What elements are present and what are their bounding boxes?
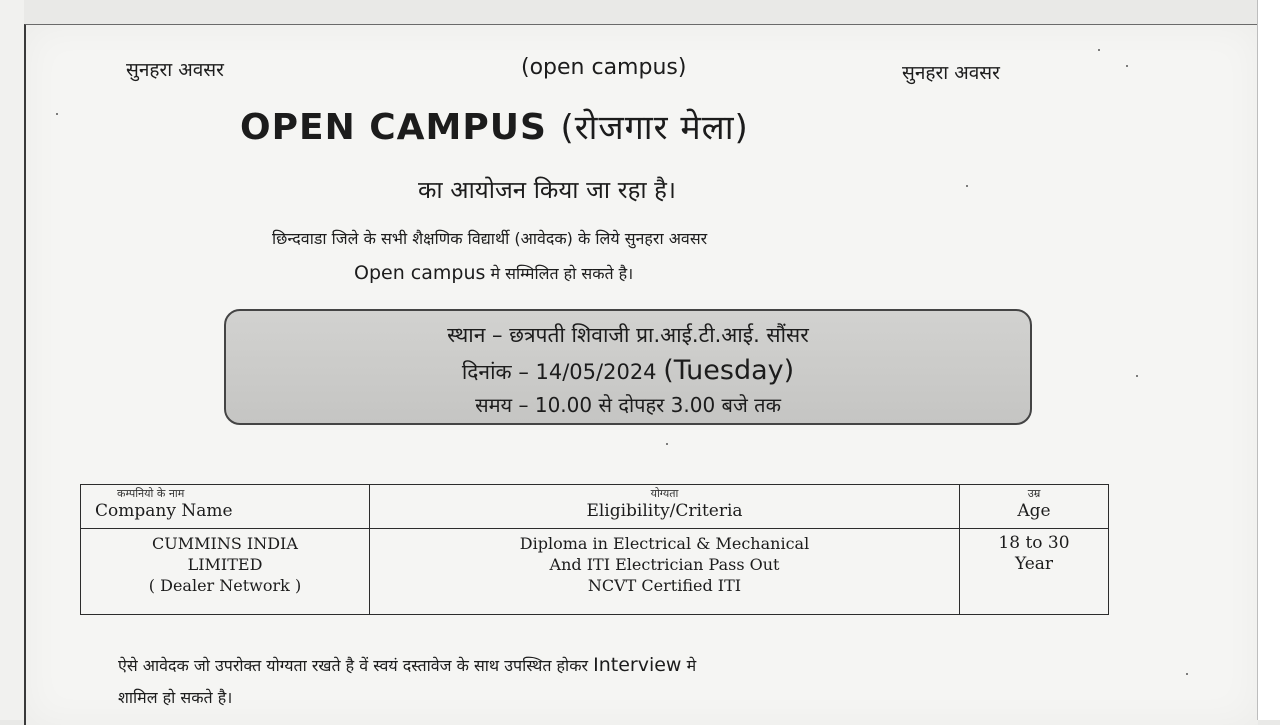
header-criteria-hindi: योग्यता [650,487,679,500]
event-date [226,355,1030,386]
header-company-hindi: कम्पनियो के नाम [117,487,185,500]
join-line-english: Open campus [354,262,486,284]
company-name-line: ( Dealer Network ) [148,576,302,595]
event-date-label: दिनांक – 14/05/2024 [461,360,657,384]
scan-right-margin [1257,0,1280,720]
eligibility-line: छिन्दवाडा जिले के सभी शैक्षणिक विद्यार्थी (आवेदक) के लिये सुनहरा अवसर [272,229,708,248]
footer-line-1 [118,654,696,676]
criteria-line: NCVT Certified ITI [587,576,742,595]
scan-speck [666,443,668,445]
event-time: समय – 10.00 से दोपहर 3.00 बजे तक [475,393,781,417]
footer-line-1-hindi: ऐसे आवेदक जो उपरोक्त योग्यता रखते है वें स्वयं दस्तावेज के साथ उपस्थित होकर [118,656,589,675]
join-line-hindi: मे सम्मिलित हो सकते है। [490,264,634,283]
criteria-line: And ITI Electrician Pass Out [549,555,780,574]
scan-speck [56,113,58,115]
organised-line: का आयोजन किया जा रहा है। [418,176,677,204]
header-age-hindi: उम्र [1027,487,1041,500]
header-company-english: Company Name [95,501,233,521]
scan-speck [1098,49,1100,51]
title-hindi: (रोजगार मेला) [560,108,749,148]
footer-line-1-english: Interview [593,654,682,676]
header-left-tag: सुनहरा अवसर [126,59,224,81]
scan-speck [966,185,968,187]
age-line: 18 to 30 [998,533,1070,553]
scan-speck [1186,673,1188,675]
table-header-row [81,485,1109,529]
scan-speck [1126,65,1128,67]
table-row [81,529,1109,615]
company-table [80,484,1109,615]
footer-line-2: शामिल हो सकते है। [118,688,233,707]
header-center-tag: (open campus) [521,55,687,80]
scan-speck [1136,375,1138,377]
header-age-english: Age [1017,501,1051,521]
age-cell [960,529,1109,615]
join-line [354,262,633,284]
company-name-line: CUMMINS INDIA [152,534,298,553]
scan-left-margin [0,0,24,720]
event-day: (Tuesday) [663,355,795,386]
title-english: OPEN CAMPUS [240,107,547,148]
event-venue: स्थान – छत्रपती शिवाजी प्रा.आई.टी.आई. सौंसर [447,323,809,347]
company-cell [81,529,370,615]
header-right-tag: सुनहरा अवसर [902,62,1000,84]
header-criteria [370,485,960,529]
age-line: Year [1014,554,1054,574]
header-age [960,485,1109,529]
event-details-box [224,309,1032,425]
page-title [240,103,749,149]
header-company [81,485,370,529]
criteria-cell [370,529,960,615]
header-criteria-english: Eligibility/Criteria [586,501,743,521]
company-name-line: LIMITED [187,555,263,574]
footer-line-1-end: मे [686,656,697,675]
criteria-line: Diploma in Electrical & Mechanical [519,534,810,553]
